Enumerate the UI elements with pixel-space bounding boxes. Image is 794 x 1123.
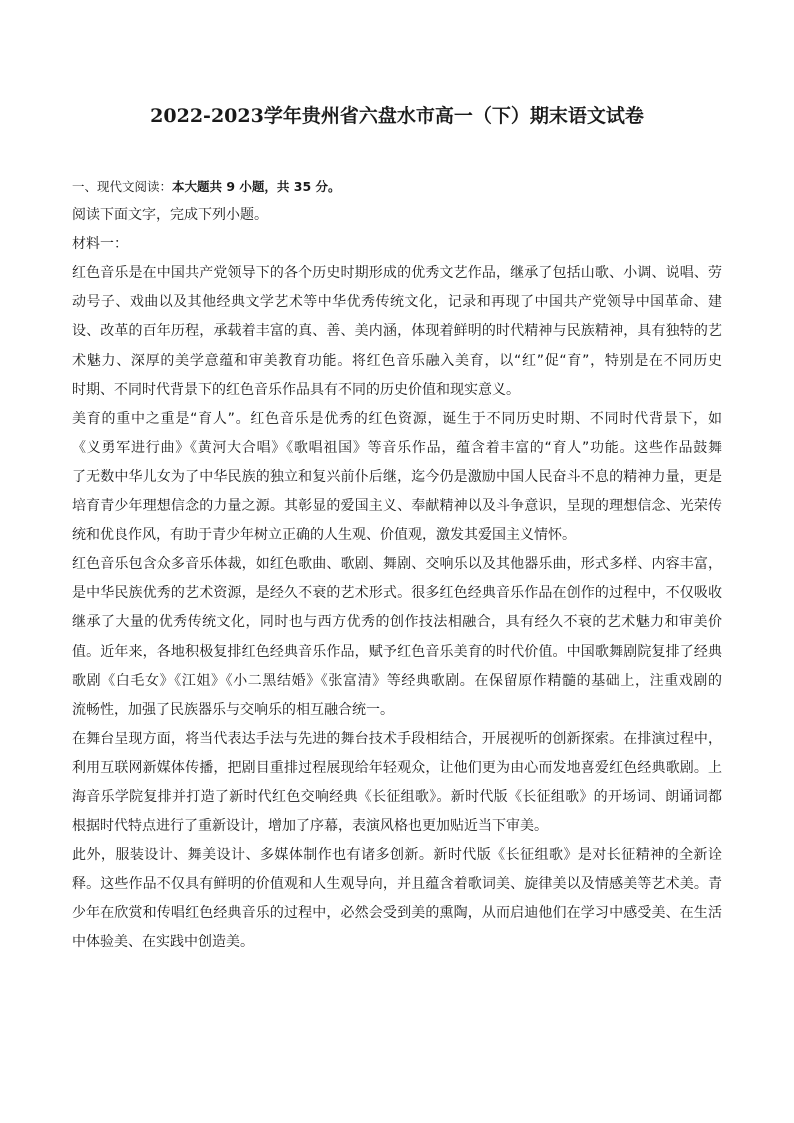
text-line: 红色音乐包含众多音乐体裁，如红色歌曲、歌剧、舞剧、交响乐以及其他器乐曲，形式多样、内容丰富， [72,556,722,573]
paragraph-1 [72,259,722,404]
text-line: 释。这些作品不仅具有鲜明的价值观和人生观导向，并且蕴含着歌词美、旋律美以及情感美等艺术美。青 [72,876,722,893]
reading-section [72,172,722,958]
text-line: 根据时代特点进行了重新设计，增加了序幕，表演风格也更加贴近当下审美。 [72,818,548,835]
paragraph-5 [72,841,722,957]
text-line: 中体验美、在实践中创造美。 [72,934,254,951]
text-line: 红色音乐是在中国共产党领导下的各个历史时期形成的优秀文艺作品，继承了包括山歌、小调、说唱、劳 [72,265,722,282]
text-line: 术魅力、深厚的美学意蕴和审美教育功能。将红色音乐融入美育，以“红”促“育”，特别是在不同历史 [72,352,722,369]
text-line: 美育的重中之重是“育人”。红色音乐是优秀的红色资源，诞生于不同历史时期、不同时代背景下，如 [72,410,722,427]
page-title: 2022-2023学年贵州省六盘水市高一（下）期末语文试卷 [150,105,644,127]
section-info: 本大题共 9 小题，共 35 分。 [172,179,341,194]
paragraph-3 [72,550,722,725]
text-line: 统和优良作风，有助于青少年树立正确的人生观、价值观，激发其爱国主义情怀。 [72,527,576,544]
text-line: 在舞台呈现方面，将当代表达手法与先进的舞台技术手段相结合，开展视听的创新探索。在排演过程中， [72,730,722,747]
text-line: 值。近年来，各地积极复排红色经典音乐作品，赋予红色音乐美育的时代价值。中国歌舞剧院复排了经典 [72,643,722,660]
instruction-text: 阅读下面文字，完成下列小题。 [72,207,268,224]
text-line: 利用互联网新媒体传播，把剧目重排过程展现给年轻观众，让他们更为由心而发地喜爱红色经典歌剧。上 [72,759,722,776]
text-line: 培育青少年理想信念的力量之源。其彰显的爱国主义、奉献精神以及斗争意识，呈现的理想信念、光荣传 [72,498,722,515]
text-line: 少年在欣赏和传唱红色经典音乐的过程中，必然会受到美的熏陶，从而启迪他们在学习中感受美、在生活 [72,905,722,922]
text-line: 海音乐学院复排并打造了新时代红色交响经典《长征组歌》。新时代版《长征组歌》的开场词、朗诵词都 [72,788,722,805]
text-line: 设、改革的百年历程，承载着丰富的真、善、美内涵，体现着鲜明的时代精神与民族精神，具有独特的艺 [72,323,722,340]
paragraph-4 [72,725,722,841]
text-line: 是中华民族优秀的艺术资源，是经久不衰的艺术形式。很多红色经典音乐作品在创作的过程中，不仅吸收 [72,585,722,602]
text-line: 了无数中华儿女为了中华民族的独立和复兴前仆后继，迄今仍是激励中国人民奋斗不息的精神力量，更是 [72,468,722,485]
section-heading [72,172,722,201]
text-line: 《义勇军进行曲》《黄河大合唱》《歌唱祖国》等音乐作品，蕴含着丰富的“育人”功能。这些作品鼓舞 [72,439,722,456]
text-line: 动号子、戏曲以及其他经典文学艺术等中华优秀传统文化，记录和再现了中国共产党领导中国革命、建 [72,294,722,311]
text-line: 此外，服装设计、舞美设计、多媒体制作也有诸多创新。新时代版《长征组歌》是对长征精神的全新诠 [72,847,722,864]
paragraph-2 [72,405,722,550]
text-line: 歌剧《白毛女》《江姐》《小二黑结婚》《张富清》等经典歌剧。在保留原作精髓的基础上，注重戏剧的 [72,672,722,689]
text-line: 时期、不同时代背景下的红色音乐作品具有不同的历史价值和现实意义。 [72,381,520,398]
section-prefix: 一、现代文阅读： [72,179,173,194]
text-line: 继承了大量的优秀传统文化，同时也与西方优秀的创作技法相融合，具有经久不衰的艺术魅力和审美价 [72,614,722,631]
text-line: 流畅性，加强了民族器乐与交响乐的相互融合统一。 [72,701,394,718]
material-label: 材料一： [72,236,128,253]
